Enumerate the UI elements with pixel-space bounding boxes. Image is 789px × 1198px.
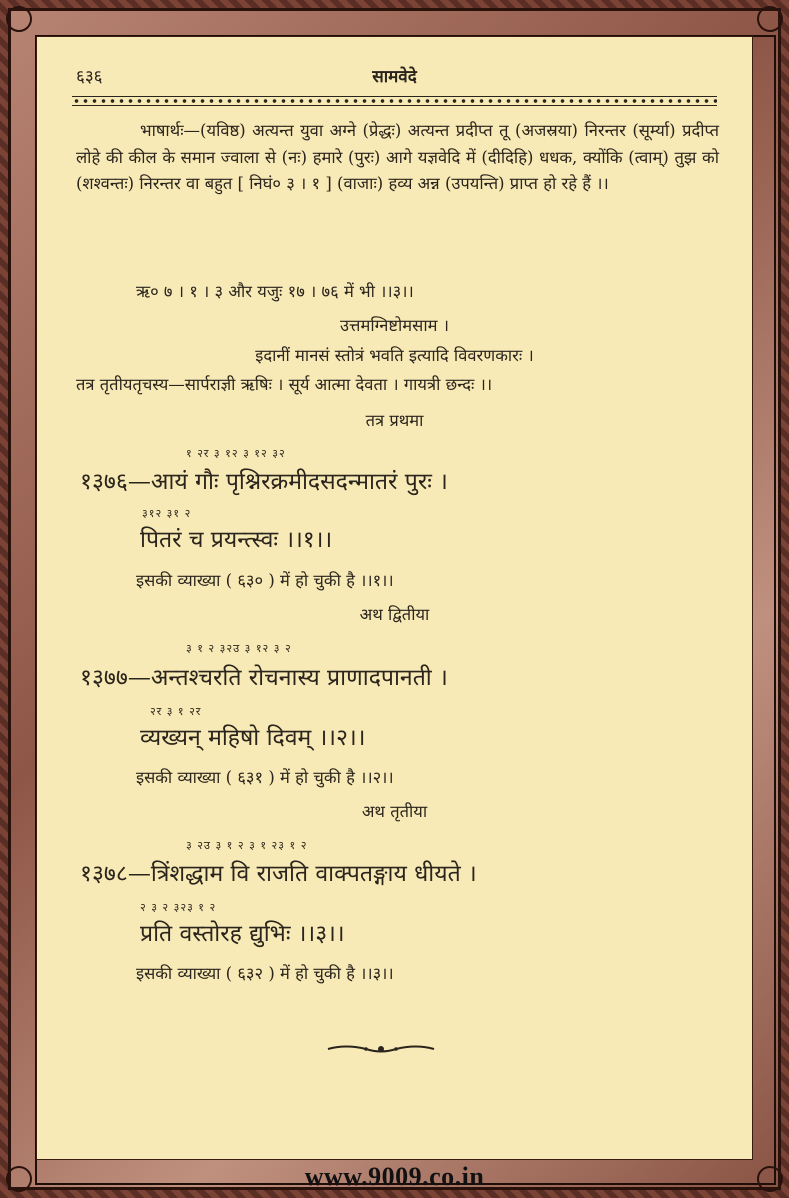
svara-marks: ३ २उ ३ १ २ ३ १ २३ १ २ (186, 839, 308, 852)
commentary-note: इसकी व्याख्या ( ६३२ ) में हो चुकी है ।।३।। (136, 964, 394, 983)
mantra-line: पितरं च प्रयन्त्स्वः ।।१।। (140, 527, 333, 553)
page-header (76, 64, 713, 88)
svara-marks: २ ३ २ ३२३ १ २ (140, 901, 217, 914)
sama-title: उत्तमग्निष्टोमसाम । (340, 316, 449, 335)
section-heading: तत्र प्रथमा (365, 411, 424, 430)
page-number: ६३६ (76, 67, 103, 87)
mantra-line: १३७७—अन्तश्चरति रोचनास्य प्राणादपानती । (80, 665, 448, 691)
mantra-line: १३७६—आयं गौः पृश्निरक्रमीदसदन्मातरं पुरः । (80, 469, 448, 495)
commentary-note: इसकी व्याख्या ( ६३० ) में हो चुकी है ।।१।। (136, 571, 394, 590)
bhashartha-paragraph: भाषार्थः—(यविष्ठ) अत्यन्त युवा अग्ने (प्रेद्धः) अत्यन्त प्रदीप्त तू (अजस्रया) निरन्तर (सूर्म्या) प्रदीप्त लोहे की कील के समान ज्वाला से (नः) हमारे (पुरः) आगे यज्ञवेदि में (दीदिहि) धधक, क्योंकि (त्वाम्) तुझ को (शश्वन्तः) निरन्तर वा बहुत [ निघं० ३ । १ ] (वाजाः) हव्य अन्न (उपयन्ति) प्राप्त हो रहे हैं ।। (76, 121, 719, 193)
svara-marks: ३ १ २ ३२उ ३ १२ ३ २ (186, 642, 292, 655)
book-page (36, 36, 753, 1160)
corner-ornament (757, 6, 783, 32)
reference-line: ऋ० ७ । १ । ३ और यजुः १७ । ७६ में भी ।।३।। (136, 282, 414, 301)
end-ornament-icon (326, 1042, 436, 1056)
svara-marks: ३१२ ३१ २ (142, 507, 192, 520)
mantra-line: १३७८—त्रिंशद्धाम वि राजति वाक्पतङ्गाय धीयते । (80, 861, 477, 887)
commentary-note: इसकी व्याख्या ( ६३१ ) में हो चुकी है ।।२।। (136, 768, 394, 787)
section-heading: अथ तृतीया (361, 802, 428, 821)
idanim-line: इदानीं मानसं स्तोत्रं भवति इत्यादि विवरणकारः । (255, 346, 534, 365)
svara-marks: २र ३ १ २र (150, 705, 202, 718)
section-heading: अथ द्वितीया (359, 605, 430, 624)
website-watermark: www.9009.co.in (304, 1162, 485, 1191)
mantra-line: प्रति वस्तोरह द्युभिः ।।३।। (140, 921, 345, 947)
svara-marks: १ २र ३ १२ ३ १२ ३२ (186, 447, 286, 460)
header-rule (72, 96, 717, 106)
corner-ornament (6, 6, 32, 32)
rishi-devata-line: तत्र तृतीयतृचस्य—सार्पराज्ञी ऋषिः । सूर्य आत्मा देवता । गायत्री छन्दः ।। (76, 375, 493, 394)
page-title: सामवेदे (372, 67, 417, 87)
mantra-line: व्यख्यन् महिषो दिवम् ।।२।। (140, 725, 366, 751)
